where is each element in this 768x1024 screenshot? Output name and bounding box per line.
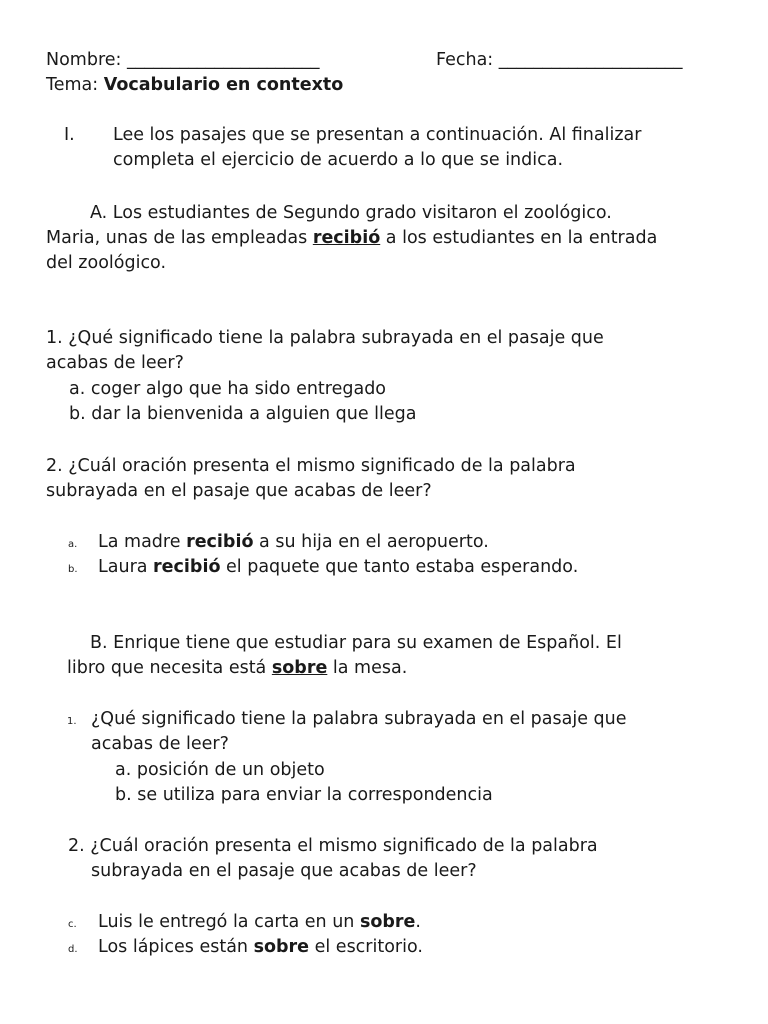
option-label: a. xyxy=(69,379,86,399)
passage-a-line-1: A. Los estudiantes de Segundo grado visitaron el zoológico. xyxy=(90,203,612,223)
bold-word-sobre: sobre xyxy=(359,912,416,932)
passage-a-text-post: a los estudiantes en la entrada xyxy=(380,228,658,248)
option-text: La madre xyxy=(98,532,187,552)
option-label: b. xyxy=(68,564,78,575)
bold-word-sobre: sobre xyxy=(253,937,310,957)
passage-a-line-2 xyxy=(46,226,657,251)
question-a1-line-1: 1. ¿Qué significado tiene la palabra subrayada en el pasaje que xyxy=(46,328,604,348)
question-b2-option-d xyxy=(68,935,78,962)
option-text-post: . xyxy=(415,912,421,932)
nombre-label: Nombre: xyxy=(46,50,122,70)
tema-label: Tema: xyxy=(46,75,99,95)
nombre-blank: ______________________ xyxy=(127,50,320,70)
option-label: b. xyxy=(69,404,86,424)
question-number: 1. xyxy=(67,716,77,727)
option-label: b. xyxy=(115,785,132,805)
instructions-line-1: Lee los pasajes que se presentan a continuación. Al finalizar xyxy=(113,125,642,145)
question-b2-line-1: 2. ¿Cuál oración presenta el mismo significado de la palabra xyxy=(68,836,598,856)
nombre-line xyxy=(46,48,320,73)
instructions-line-2: completa el ejercicio de acuerdo a lo que se indica. xyxy=(113,150,564,170)
option-label: a. xyxy=(115,760,132,780)
question-b2-option-d-text xyxy=(98,935,423,960)
option-label: a. xyxy=(68,539,78,550)
option-text: Luis le entregó la carta en un xyxy=(98,912,360,932)
question-a2-line-2: subrayada en el pasaje que acabas de leer? xyxy=(46,481,432,501)
question-a1-option-b xyxy=(69,402,417,427)
option-text-post: a su hija en el aeropuerto. xyxy=(253,532,489,552)
option-text: Laura xyxy=(98,557,154,577)
underlined-word-sobre: sobre xyxy=(271,658,328,678)
option-text: Los lápices están xyxy=(98,937,254,957)
question-a2-option-a-text xyxy=(98,530,489,555)
option-text-post: el paquete que tanto estaba esperando. xyxy=(220,557,579,577)
question-b1-option-a xyxy=(115,758,325,783)
passage-a-line-3: del zoológico. xyxy=(46,253,167,273)
tema-line xyxy=(46,73,343,98)
option-label: c. xyxy=(68,919,77,930)
fecha-blank: _____________________ xyxy=(498,50,683,70)
question-a2-line-1: 2. ¿Cuál oración presenta el mismo significado de la palabra xyxy=(46,456,576,476)
section-numeral: I. xyxy=(64,125,75,145)
question-b2-option-c xyxy=(68,910,77,937)
bold-word-recibio: recibió xyxy=(153,557,221,577)
passage-a-text: Maria, unas de las empleadas xyxy=(46,228,313,248)
passage-b-line-1: B. Enrique tiene que estudiar para su examen de Español. El xyxy=(90,633,622,653)
fecha-label: Fecha: xyxy=(436,50,494,70)
passage-b-text-post: la mesa. xyxy=(327,658,408,678)
question-b2-option-c-text xyxy=(98,910,421,935)
question-a2-option-a xyxy=(68,530,77,557)
tema-value: Vocabulario en contexto xyxy=(103,75,344,95)
underlined-word-recibio: recibió xyxy=(312,228,381,248)
question-a1-line-2: acabas de leer? xyxy=(46,353,184,373)
option-text: se utiliza para enviar la correspondencia xyxy=(137,785,493,805)
option-text: dar la bienvenida a alguien que llega xyxy=(91,404,417,424)
passage-b-line-2 xyxy=(67,656,407,681)
option-text: coger algo que ha sido entregado xyxy=(90,379,387,399)
question-b1-line-1: ¿Qué significado tiene la palabra subrayada en el pasaje que xyxy=(91,709,627,729)
option-label: d. xyxy=(68,944,78,955)
option-text-post: el escritorio. xyxy=(309,937,423,957)
question-b1-number xyxy=(67,707,77,734)
question-a1-option-a xyxy=(69,377,386,402)
fecha-line xyxy=(436,48,683,73)
question-a2-option-b-text xyxy=(98,555,578,580)
question-a2-option-b xyxy=(68,555,78,582)
question-b2-line-2: subrayada en el pasaje que acabas de leer? xyxy=(91,861,477,881)
question-b1-option-b xyxy=(115,783,493,808)
passage-b-text: libro que necesita está xyxy=(67,658,272,678)
question-b1-line-2: acabas de leer? xyxy=(91,734,229,754)
option-text: posición de un objeto xyxy=(136,760,325,780)
bold-word-recibio: recibió xyxy=(186,532,254,552)
